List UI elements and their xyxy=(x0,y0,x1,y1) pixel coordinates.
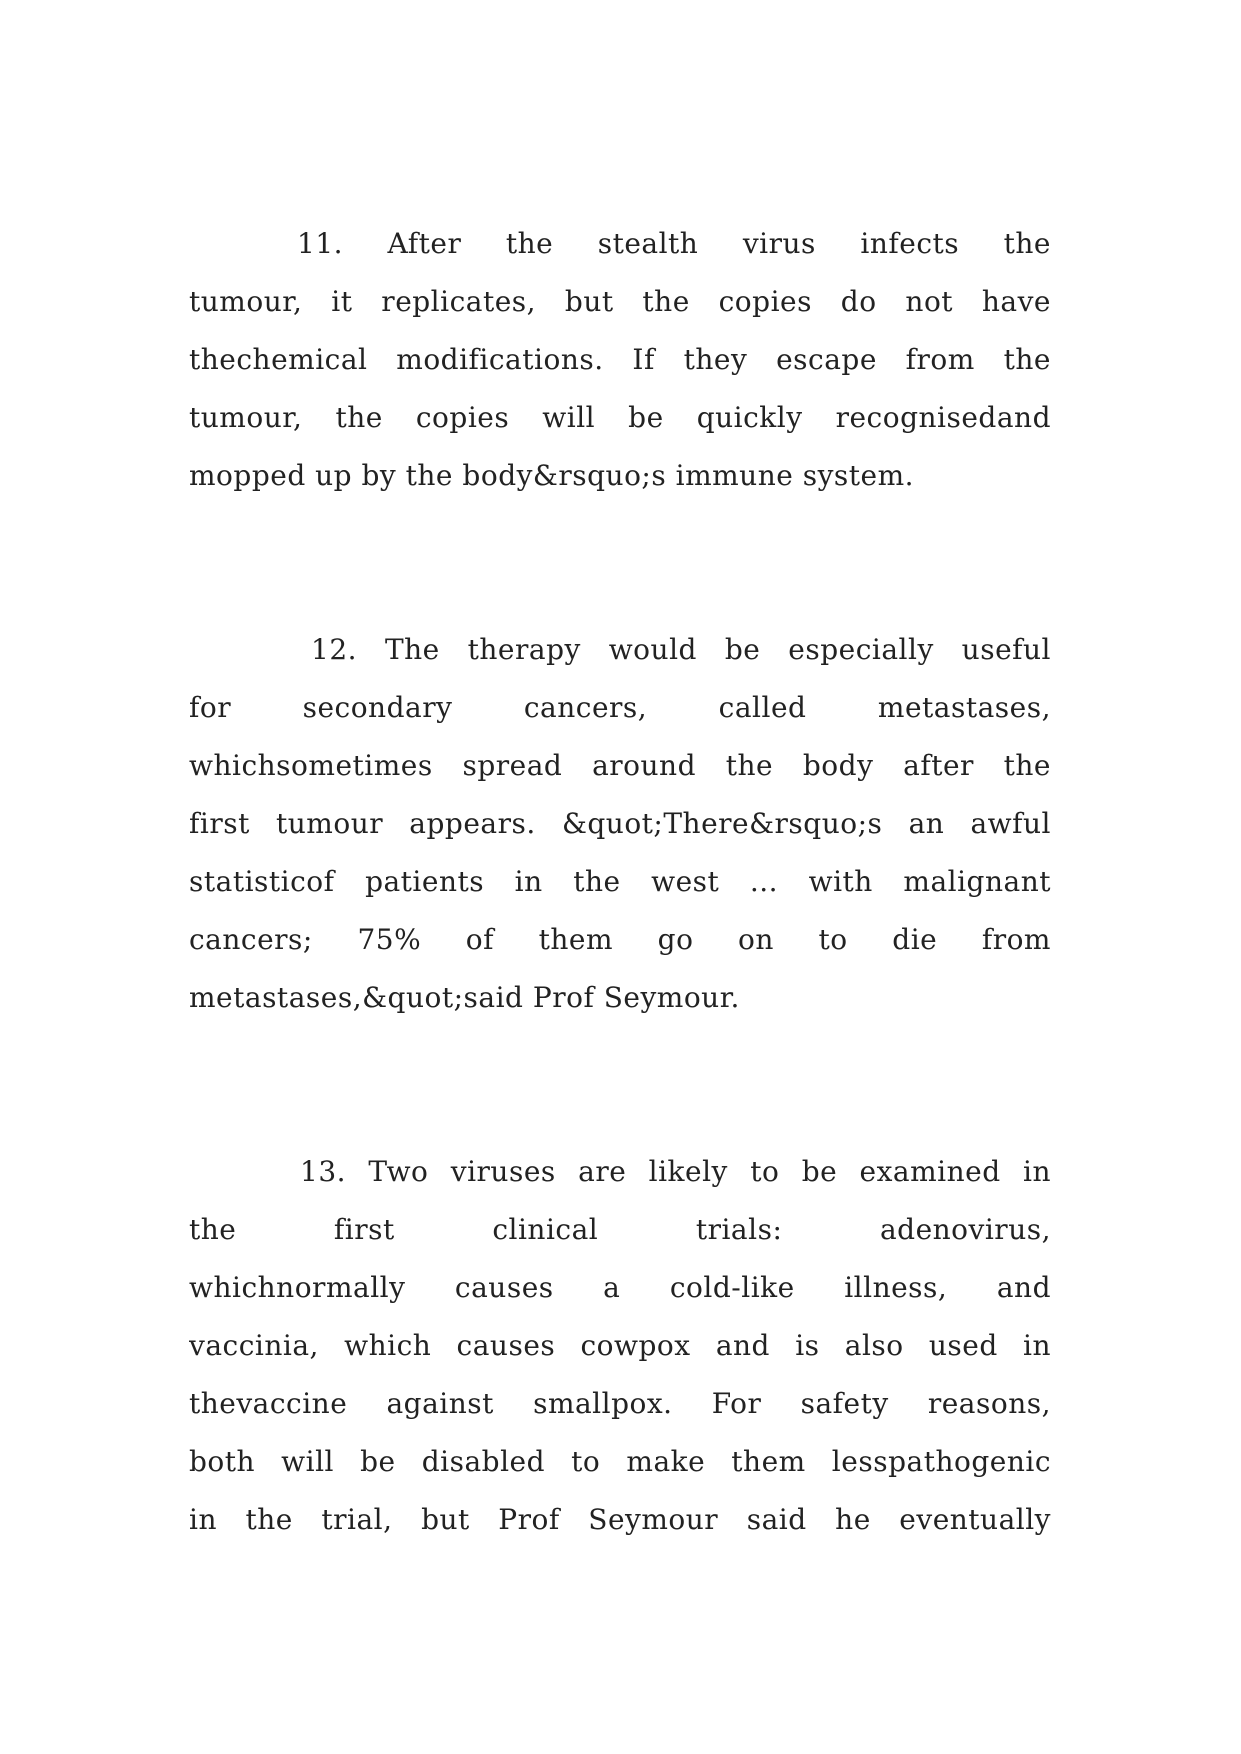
paragraph-line: vaccinia, which causes cowpox and is also used in xyxy=(189,1329,1051,1362)
paragraph-line: 13. Two viruses are likely to be examined in xyxy=(300,1155,1051,1188)
paragraph-line: tumour, it replicates, but the copies do not have xyxy=(189,285,1051,318)
paragraph-line: 11. After the stealth virus infects the xyxy=(297,227,1051,260)
paragraph-line: whichnormally causes a cold-like illness, and xyxy=(189,1271,1051,1304)
paragraph-line: for secondary cancers, called metastases, xyxy=(189,691,1051,724)
paragraph-line: in the trial, but Prof Seymour said he eventually xyxy=(189,1503,1051,1536)
paragraph-line: 12. The therapy would be especially useful xyxy=(311,633,1051,666)
paragraph-line: both will be disabled to make them lesspathogenic xyxy=(189,1445,1051,1478)
paragraph-line: thechemical modifications. If they escape from the xyxy=(189,343,1051,376)
paragraph-line: tumour, the copies will be quickly recognisedand xyxy=(189,401,1051,434)
paragraph-line: metastases,&quot;said Prof Seymour. xyxy=(189,981,740,1014)
paragraph-line: cancers; 75% of them go on to die from xyxy=(189,923,1051,956)
paragraph-line: statisticof patients in the west ... with malignant xyxy=(189,865,1051,898)
paragraph-line: the first clinical trials: adenovirus, xyxy=(189,1213,1051,1246)
paragraph-line: first tumour appears. &quot;There&rsquo;s an awful xyxy=(189,807,1051,840)
paragraph-line: thevaccine against smallpox. For safety reasons, xyxy=(189,1387,1051,1420)
paragraph-line: mopped up by the body&rsquo;s immune system. xyxy=(189,459,915,492)
paragraph-line: whichsometimes spread around the body after the xyxy=(189,749,1051,782)
